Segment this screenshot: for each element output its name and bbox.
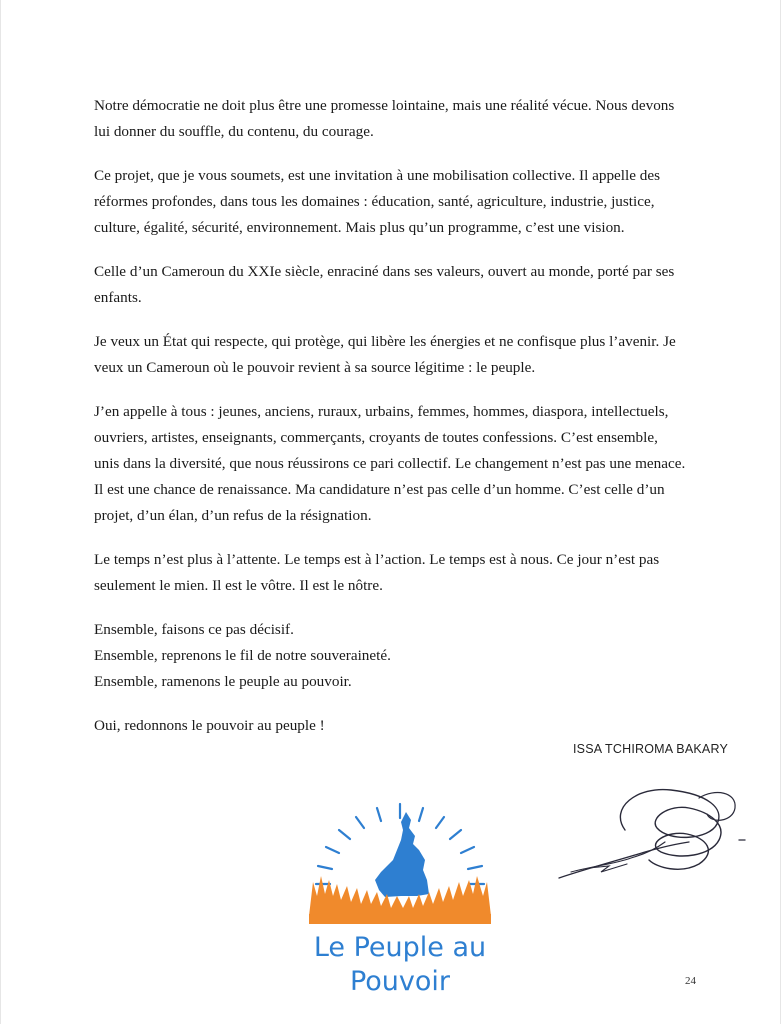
handwritten-signature: [549, 768, 759, 893]
party-logo: [269, 776, 531, 1014]
text-line: Ensemble, ramenons le peuple au pouvoir.: [94, 673, 352, 690]
paragraph-5: [94, 399, 706, 529]
signatory-name: ISSA TCHIROMA BAKARY: [573, 742, 728, 756]
text-line: seulement le mien. Il est le vôtre. Il est le nôtre.: [94, 577, 383, 594]
text-line: réformes profondes, dans tous les domaines : éducation, santé, agriculture, industrie, justice,: [94, 193, 655, 210]
text-line: enfants.: [94, 289, 142, 306]
text-line: Oui, redonnons le pouvoir au peuple !: [94, 717, 325, 734]
text-line: Je veux un État qui respecte, qui protège, qui libère les énergies et ne confisque plus l’avenir. Je: [94, 333, 676, 350]
text-line: Celle d’un Cameroun du XXIe siècle, enraciné dans ses valeurs, ouvert au monde, porté par ses: [94, 263, 675, 280]
paragraph-7: [94, 617, 706, 695]
text-line: ouvriers, artistes, enseignants, commerçants, croyants de toutes confessions. C’est ensemble,: [94, 429, 658, 446]
text-line: Le temps n’est plus à l’attente. Le temps est à l’action. Le temps est à nous. Ce jour n’est pas: [94, 551, 660, 568]
logo-text-line1: Le Peuple au: [313, 932, 487, 963]
paragraph-6: [94, 547, 706, 599]
text-line: J’en appelle à tous : jeunes, anciens, ruraux, urbains, femmes, hommes, diaspora, intellectuels,: [94, 403, 669, 420]
text-line: unis dans la diversité, que nous réussirons ce pari collectif. Le changement n’est pas une menace.: [94, 455, 686, 472]
text-line: lui donner du souffle, du contenu, du courage.: [94, 123, 374, 140]
text-line: veux un Cameroun où le pouvoir revient à sa source légitime : le peuple.: [94, 359, 536, 376]
body-text: [94, 93, 706, 757]
text-line: culture, égalité, sécurité, environnement. Mais plus qu’un programme, c’est une vision.: [94, 219, 625, 236]
paragraph-1: [94, 93, 706, 145]
cameroon-map-icon: [375, 812, 429, 897]
logo-text-line2: Pouvoir: [349, 966, 451, 997]
text-line: Ensemble, faisons ce pas décisif.: [94, 621, 294, 638]
text-line: Ensemble, reprenons le fil de notre souveraineté.: [94, 647, 391, 664]
paragraph-4: [94, 329, 706, 381]
text-line: Il est une chance de renaissance. Ma candidature n’est pas celle d’un homme. C’est celle d’un: [94, 481, 665, 498]
text-line: projet, d’un élan, d’un refus de la résignation.: [94, 507, 372, 524]
paragraph-3: [94, 259, 706, 311]
paragraph-8: [94, 713, 706, 739]
text-line: Ce projet, que je vous soumets, est une invitation à une mobilisation collective. Il appelle des: [94, 167, 661, 184]
text-line: Notre démocratie ne doit plus être une promesse lointaine, mais une réalité vécue. Nous devons: [94, 97, 675, 114]
page-number: 24: [685, 975, 696, 987]
paragraph-2: [94, 163, 706, 241]
